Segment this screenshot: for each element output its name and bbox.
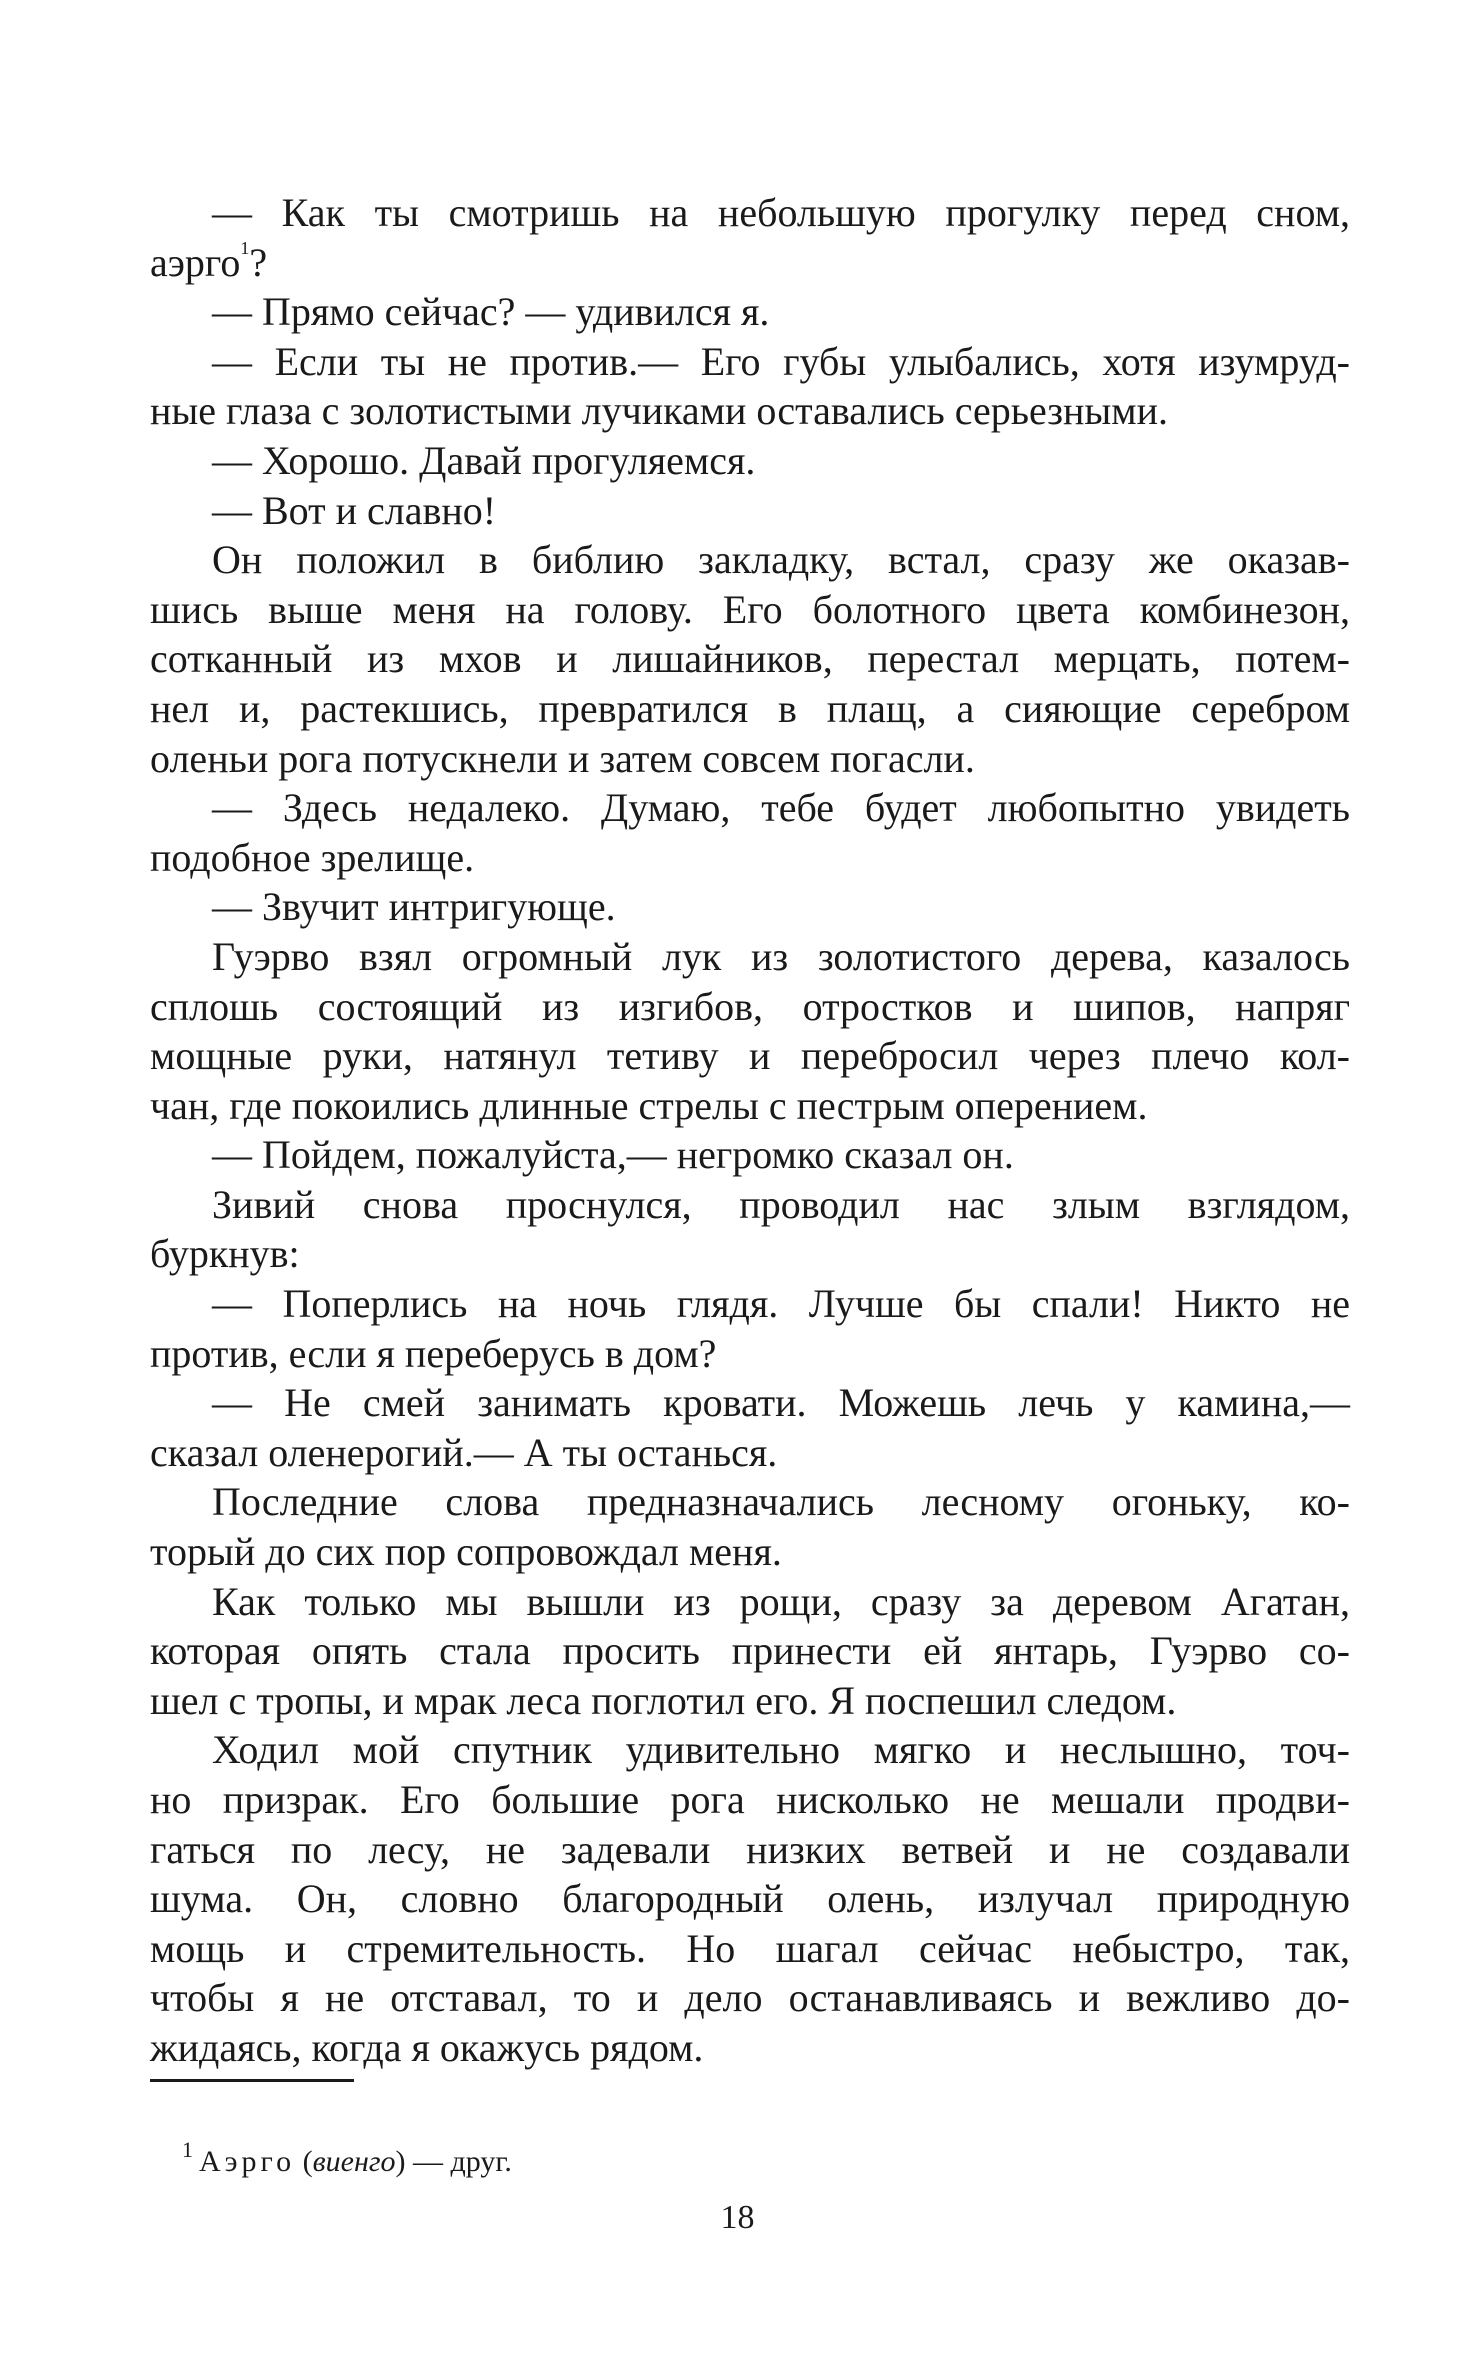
text-line (150, 1180, 1350, 1230)
text-line (150, 1825, 1350, 1875)
text-line (150, 1130, 1350, 1180)
text-line-content: Как только мы вышли из рощи, сразу за деревом Агатан, (212, 1578, 1350, 1624)
text-line-content: Последние слова предназначались лесному огоньку, ко- (212, 1479, 1350, 1525)
text-line (150, 1477, 1350, 1527)
text-line-content: — Звучит интригующе. (212, 884, 616, 930)
text-line-content: против, если я переберусь в дом? (150, 1330, 717, 1376)
text-line-content: торый до сих пор сопровождал меня. (150, 1529, 782, 1575)
text-line (150, 1924, 1350, 1974)
text-line (150, 783, 1350, 833)
text-line-content: шел с тропы, и мрак леса поглотил его. Я поспешил следом. (150, 1677, 1177, 1723)
text-line (150, 535, 1350, 585)
text-line (150, 1229, 1350, 1279)
footnote-language: виенго (312, 2145, 396, 2178)
text-line (150, 1626, 1350, 1676)
text-line (150, 833, 1350, 883)
footnote-open-paren: ( (295, 2145, 313, 2178)
text-line (150, 684, 1350, 734)
text-line-content: — Прямо сейчас? — удивился я. (212, 289, 770, 335)
text-line (150, 932, 1350, 982)
text-line (150, 1775, 1350, 1825)
text-line (150, 1973, 1350, 2023)
text-line (150, 2023, 1350, 2073)
text-line-content: буркнув: (150, 1231, 300, 1277)
text-line (150, 1378, 1350, 1428)
footnote-close-paren: ) (395, 2145, 406, 2178)
text-line-content: сотканный из мхов и лишайников, перестал мерцать, потем- (150, 636, 1350, 682)
text-line (150, 882, 1350, 932)
text-line-content: жидаясь, когда я окажусь рядом. (150, 2024, 704, 2070)
page-number: 18 (720, 2199, 755, 2236)
footnote-term: Аэрго (199, 2145, 296, 2178)
text-line (150, 1081, 1350, 1131)
text-line (150, 1279, 1350, 1329)
footnote-definition: — друг. (405, 2145, 512, 2178)
text-line-content: — Если ты не против.— Его губы улыбались, хотя изумруд- (212, 338, 1350, 384)
text-line (150, 1577, 1350, 1627)
footnote (182, 2130, 512, 2182)
text-line-content: — Пойдем, пожалуйста,— негромко сказал он. (212, 1132, 1014, 1178)
text-line (150, 1428, 1350, 1478)
text-line (150, 436, 1350, 486)
text-line (150, 1527, 1350, 1577)
text-line-content: подобное зрелище. (150, 834, 475, 880)
text-line-content: мощные руки, натянул тетиву и перебросил через плечо кол- (150, 1033, 1350, 1079)
text-line-content: но призрак. Его большие рога нисколько не мешали продви- (150, 1777, 1350, 1822)
text-line (150, 486, 1350, 536)
text-line-content: Зивий снова проснулся, проводил нас злым взглядом, (212, 1181, 1350, 1227)
text-line (150, 734, 1350, 784)
text-line-content: Гуэрво взял огромный лук из золотистого дерева, казалось (212, 933, 1350, 979)
text-line-content: аэрго (150, 239, 241, 285)
text-line (150, 1031, 1350, 1081)
body-text (150, 188, 1350, 2073)
text-line-content: оленьи рога потускнели и затем совсем погасли. (150, 735, 975, 781)
text-line-content: чан, где покоились длинные стрелы с пестрым оперением. (150, 1082, 1148, 1128)
text-line-content: — Как ты смотришь на небольшую прогулку перед сном, (212, 190, 1350, 235)
text-line (150, 634, 1350, 684)
text-line-content: Ходил мой спутник удивительно мягко и неслышно, точ- (212, 1727, 1350, 1773)
text-line-content: ные глаза с золотистыми лучиками оставались серьезными. (150, 388, 1168, 434)
text-line-content: гаться по лесу, не задевали низких ветвей и не создавали (150, 1826, 1350, 1872)
text-line (150, 1329, 1350, 1379)
text-line (150, 188, 1350, 238)
text-line-content: — Поперлись на ночь глядя. Лучше бы спали! Никто не (212, 1281, 1350, 1327)
footnote-number: 1 (182, 2137, 193, 2162)
text-line-content: мощь и стремительность. Но шагал сейчас небыстро, так, (150, 1925, 1350, 1971)
text-line-content: сплошь состоящий из изгибов, отростков и шипов, напряг (150, 983, 1350, 1029)
text-line-content: — Хорошо. Давай прогуляемся. (212, 437, 756, 483)
text-line (150, 982, 1350, 1032)
text-line (150, 1725, 1350, 1775)
text-line-content: Он положил в библию закладку, встал, сразу же оказав- (212, 537, 1350, 583)
text-line-content: шись выше меня на голову. Его болотного цвета комбинезон, (150, 586, 1350, 632)
footnote-reference: 1 (240, 237, 250, 258)
footnote-divider (150, 2079, 354, 2082)
text-line-content: нел и, растекшись, превратился в плащ, а сияющие серебром (150, 685, 1350, 731)
text-line-content: — Вот и славно! (212, 487, 497, 533)
text-line (150, 585, 1350, 635)
text-line (150, 1874, 1350, 1924)
text-line-content: — Не смей занимать кровати. Можешь лечь у камина,— (212, 1380, 1350, 1426)
text-line (150, 238, 1350, 288)
text-line-tail: ? (249, 239, 268, 285)
text-line-content: шума. Он, словно благородный олень, излучал природную (150, 1876, 1350, 1922)
text-line-content: — Здесь недалеко. Думаю, тебе будет любопытно увидеть (212, 785, 1350, 831)
text-line-content: чтобы я не отставал, то и дело останавливаясь и вежливо до- (150, 1975, 1350, 2021)
text-line (150, 337, 1350, 387)
text-line-content: сказал оленерогий.— А ты останься. (150, 1429, 778, 1475)
text-line (150, 287, 1350, 337)
text-line (150, 386, 1350, 436)
text-line (150, 1676, 1350, 1726)
text-line-content: которая опять стала просить принести ей янтарь, Гуэрво со- (150, 1628, 1350, 1674)
